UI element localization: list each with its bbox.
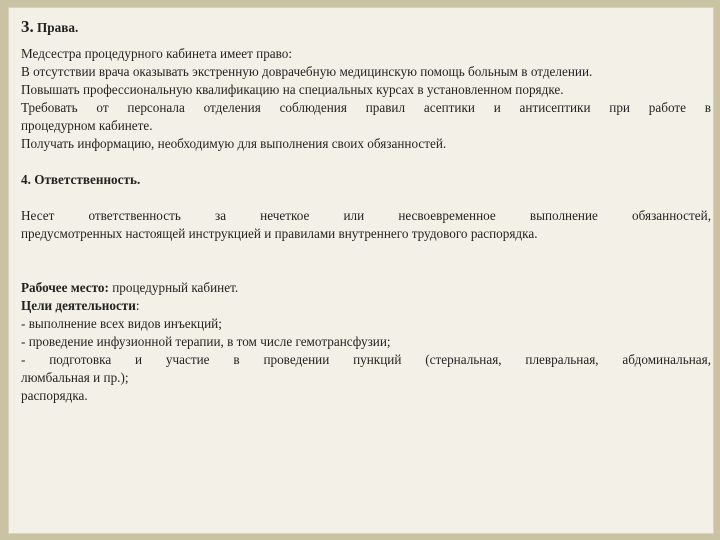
goals-heading (21, 297, 711, 315)
goals-colon: : (135, 298, 140, 313)
responsibility-line-2: предусмотренных настоящей инструкцией и правилами внутреннего трудового распорядка. (21, 226, 538, 241)
section-4-heading: 4. Ответственность. (21, 172, 141, 187)
goals-line-2: - проведение инфузионной терапии, в том числе гемотрансфузии; (21, 334, 391, 349)
section-3-heading (21, 18, 711, 37)
workplace-value: процедурный кабинет. (108, 280, 239, 295)
workplace-line (21, 279, 711, 297)
rights-line-3: Требовать от персонала отделения соблюдения правил асептики и антисептики при работе в (21, 100, 711, 115)
rights-line-1: В отсутствии врача оказывать экстренную доврачебную медицинскую помощь больным в отделении. (21, 64, 593, 79)
rights-intro: Медсестра процедурного кабинета имеет право: (21, 46, 293, 61)
goals-line-4: люмбальная и пр.); (21, 370, 129, 385)
goals-label: Цели деятельности (21, 298, 136, 313)
rights-line-5: Получать информацию, необходимую для выполнения своих обязанностей. (21, 136, 447, 151)
workplace-label: Рабочее место: (21, 280, 109, 295)
responsibility-line-1: Несет ответственность за нечеткое или несвоевременное выполнение обязанностей, (21, 208, 711, 223)
section-3-number: 3. (21, 17, 34, 36)
rights-line-4: процедурном кабинете. (21, 118, 153, 133)
section-3-title: Права. (37, 20, 79, 35)
rights-line-2: Повышать профессиональную квалификацию на специальных курсах в установленном порядке. (21, 82, 564, 97)
document-content (21, 18, 711, 405)
document-slide (8, 7, 714, 534)
goals-line-3: - подготовка и участие в проведении пункций (стернальная, плевральная, абдоминальная, (21, 352, 711, 367)
goals-line-5: распорядка. (21, 388, 88, 403)
goals-line-1: - выполнение всех видов инъекций; (21, 316, 222, 331)
